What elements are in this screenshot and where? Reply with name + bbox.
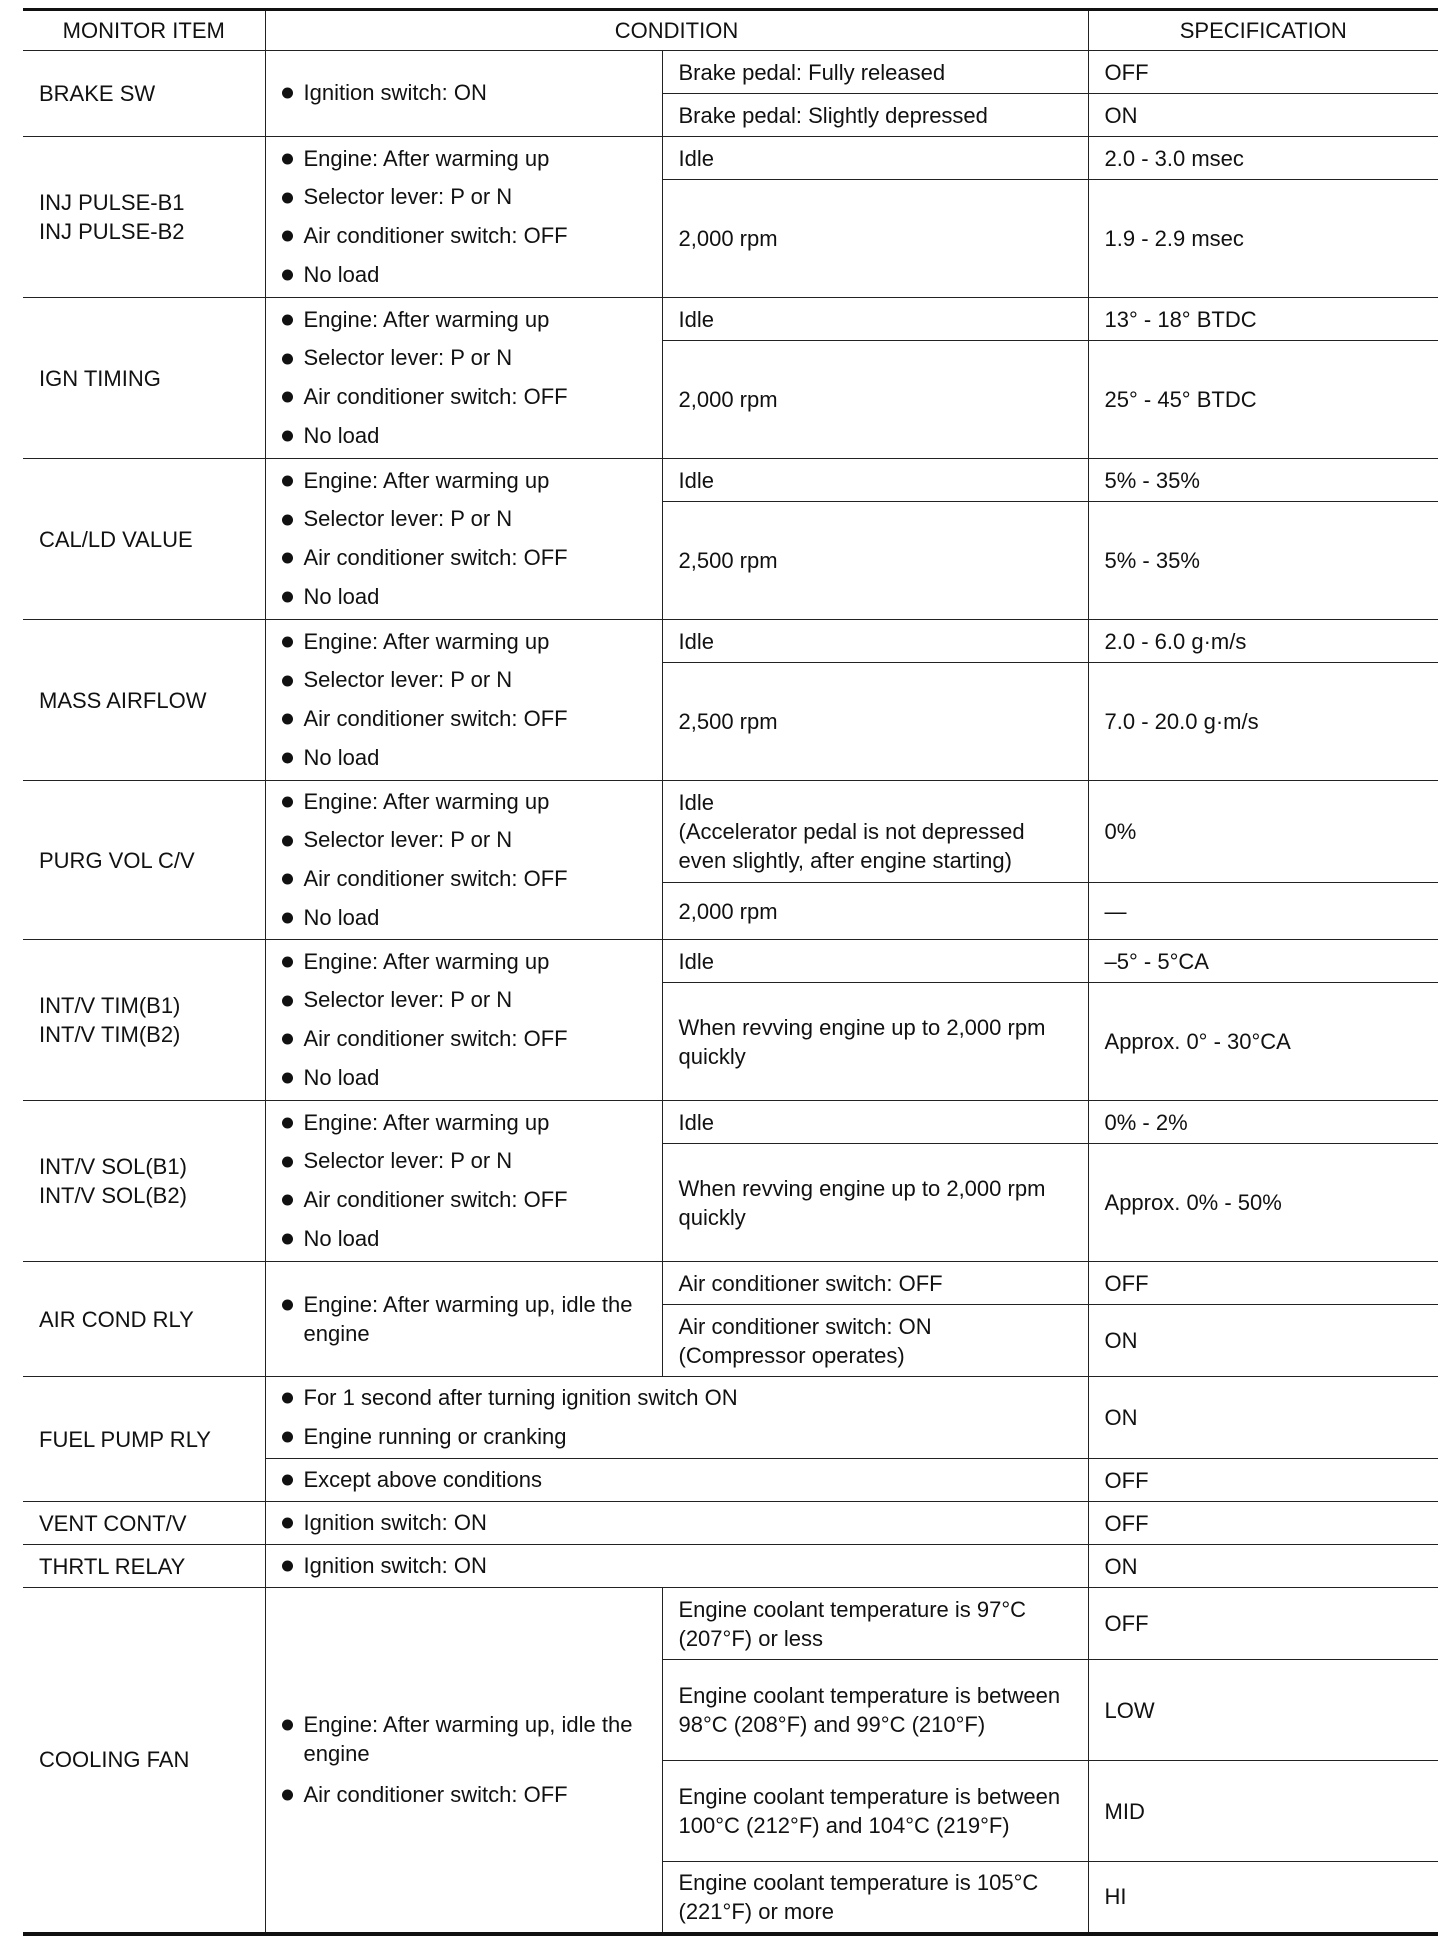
sub-condition-cell: Air conditioner switch: OFF [662,1262,1088,1305]
table-row [23,781,1438,883]
monitor-item-cell: CAL/LD VALUE [23,459,265,620]
condition-bullet: Air conditioner switch: OFF [282,378,646,417]
sub-condition-cell: 2,000 rpm [662,180,1088,298]
condition-bullet: Engine: After warming up [282,301,646,340]
condition-bullet: Air conditioner switch: OFF [282,700,646,739]
table-row [23,1262,1438,1305]
sub-condition-cell: Idle [662,459,1088,502]
condition-bullet: Selector lever: P or N [282,821,646,860]
sub-condition-cell: When revving engine up to 2,000 rpm quickly [662,983,1088,1101]
specification-cell: 5% - 35% [1088,502,1438,620]
specification-cell: 2.0 - 6.0 g·m/s [1088,620,1438,663]
condition-cell [265,620,662,781]
condition-bullet: Engine: After warming up, idle the engine [282,1290,646,1348]
condition-bullet: No load [282,1059,646,1098]
specification-cell: OFF [1088,1588,1438,1660]
specification-cell: 13° - 18° BTDC [1088,298,1438,341]
monitor-item-line: INJ PULSE-B2 [39,219,185,244]
specification-cell: 25° - 45° BTDC [1088,341,1438,459]
header-specification: SPECIFICATION [1088,10,1438,51]
condition-bullet: Engine: After warming up [282,140,646,179]
table-row [23,1377,1438,1459]
sub-condition-cell: Brake pedal: Slightly depressed [662,94,1088,137]
condition-bullet: Selector lever: P or N [282,178,646,217]
header-monitor-item: MONITOR ITEM [23,10,265,51]
condition-bullet: No load [282,899,646,938]
monitor-item-cell [23,940,265,1101]
sub-condition-cell: Engine coolant temperature is between 100°C (212°F) and 104°C (219°F) [662,1761,1088,1862]
condition-bullet: Air conditioner switch: OFF [282,539,646,578]
condition-bullet: Selector lever: P or N [282,981,646,1020]
monitor-item-cell: VENT CONT/V [23,1502,265,1545]
monitor-item-cell [23,1101,265,1262]
specification-cell: 1.9 - 2.9 msec [1088,180,1438,298]
condition-bullet: Air conditioner switch: OFF [282,1020,646,1059]
condition-bullet: Air conditioner switch: OFF [282,217,646,256]
condition-bullet: Selector lever: P or N [282,500,646,539]
condition-bullet: Engine: After warming up [282,462,646,501]
spec-table-wrapper [23,8,1438,1936]
specification-cell: Approx. 0% - 50% [1088,1144,1438,1262]
condition-cell [265,137,662,298]
sub-condition-cell: Idle [662,940,1088,983]
condition-cell [265,1377,1088,1459]
monitor-spec-table [23,8,1438,1936]
condition-cell [265,298,662,459]
sub-condition-line: Idle [678,790,714,815]
condition-bullet: No load [282,739,646,778]
table-row [23,1101,1438,1144]
specification-cell: 2.0 - 3.0 msec [1088,137,1438,180]
condition-bullet: Air conditioner switch: OFF [282,1780,646,1809]
monitor-item-cell: COOLING FAN [23,1588,265,1934]
condition-bullet: Engine: After warming up [282,943,646,982]
specification-cell: ON [1088,94,1438,137]
condition-bullet: No load [282,1220,646,1259]
sub-condition-line: (Compressor operates) [678,1342,905,1368]
condition-bullet: Ignition switch: ON [282,74,646,113]
condition-bullet: Engine: After warming up [282,1104,646,1143]
sub-condition-cell [662,1305,1088,1377]
condition-bullet: Selector lever: P or N [282,1142,646,1181]
specification-cell: ON [1088,1545,1438,1588]
sub-condition-cell: Engine coolant temperature is 105°C (221°F) or more [662,1862,1088,1934]
condition-bullet: For 1 second after turning ignition switch ON [282,1379,1072,1418]
monitor-item-cell [23,137,265,298]
monitor-item-cell: BRAKE SW [23,51,265,137]
condition-bullet: Selector lever: P or N [282,661,646,700]
specification-cell: MID [1088,1761,1438,1862]
condition-bullet: Air conditioner switch: OFF [282,860,646,899]
condition-cell [265,51,662,137]
condition-bullet: Engine: After warming up [282,623,646,662]
specification-cell: OFF [1088,1459,1438,1502]
sub-condition-line: Air conditioner switch: ON [678,1313,932,1339]
sub-condition-cell: 2,500 rpm [662,502,1088,620]
monitor-item-line: INJ PULSE-B1 [39,190,185,215]
condition-bullet: Selector lever: P or N [282,339,646,378]
header-condition: CONDITION [265,10,1088,51]
table-row [23,298,1438,341]
sub-condition-cell: 2,000 rpm [662,883,1088,940]
specification-cell: OFF [1088,1502,1438,1545]
sub-condition-cell: Engine coolant temperature is 97°C (207°F) or less [662,1588,1088,1660]
condition-cell [265,459,662,620]
condition-cell [265,1101,662,1262]
sub-condition-cell [662,781,1088,883]
specification-cell: 0% [1088,781,1438,883]
monitor-item-cell: FUEL PUMP RLY [23,1377,265,1502]
sub-condition-cell: When revving engine up to 2,000 rpm quickly [662,1144,1088,1262]
table-row [23,1502,1438,1545]
sub-condition-cell: 2,000 rpm [662,341,1088,459]
condition-cell [265,1545,1088,1588]
specification-cell: 5% - 35% [1088,459,1438,502]
monitor-item-cell: PURG VOL C/V [23,781,265,940]
specification-cell: OFF [1088,1262,1438,1305]
monitor-item-line: INT/V TIM(B2) [39,1022,181,1047]
condition-cell [265,1588,662,1934]
specification-cell: Approx. 0° - 30°CA [1088,983,1438,1101]
condition-bullet: Engine running or cranking [282,1418,1072,1457]
table-row [23,51,1438,94]
condition-cell [265,781,662,940]
condition-bullet: Engine: After warming up [282,783,646,822]
monitor-item-cell: AIR COND RLY [23,1262,265,1377]
condition-bullet: Ignition switch: ON [282,1547,1072,1586]
monitor-item-line: INT/V SOL(B2) [39,1183,187,1208]
monitor-item-line: INT/V SOL(B1) [39,1154,187,1179]
table-row [23,459,1438,502]
condition-cell [265,1262,662,1377]
monitor-item-cell: IGN TIMING [23,298,265,459]
sub-condition-cell: Idle [662,298,1088,341]
table-row [23,137,1438,180]
sub-condition-cell: Idle [662,137,1088,180]
table-row [23,1545,1438,1588]
sub-condition-cell: 2,500 rpm [662,663,1088,781]
specification-cell: — [1088,883,1438,940]
condition-bullet: Ignition switch: ON [282,1504,1072,1543]
specification-cell: ON [1088,1305,1438,1377]
condition-bullet: No load [282,256,646,295]
condition-cell [265,1459,1088,1502]
condition-bullet: No load [282,578,646,617]
sub-condition-cell: Idle [662,620,1088,663]
specification-cell: 7.0 - 20.0 g·m/s [1088,663,1438,781]
condition-bullet: Except above conditions [282,1461,1072,1500]
table-header-row [23,10,1438,51]
table-row [23,1588,1438,1660]
condition-bullet: Engine: After warming up, idle the engine [282,1710,646,1768]
specification-cell: HI [1088,1862,1438,1934]
sub-condition-cell: Brake pedal: Fully released [662,51,1088,94]
condition-cell [265,940,662,1101]
sub-condition-line: (Accelerator pedal is not depressed even slightly, after engine starting) [678,819,1025,873]
specification-cell: OFF [1088,51,1438,94]
condition-cell [265,1502,1088,1545]
specification-cell: ON [1088,1377,1438,1459]
table-row [23,620,1438,663]
specification-cell: LOW [1088,1660,1438,1761]
specification-cell: –5° - 5°CA [1088,940,1438,983]
table-row [23,940,1438,983]
sub-condition-cell: Engine coolant temperature is between 98°C (208°F) and 99°C (210°F) [662,1660,1088,1761]
monitor-item-cell: THRTL RELAY [23,1545,265,1588]
monitor-item-line: INT/V TIM(B1) [39,993,181,1018]
specification-cell: 0% - 2% [1088,1101,1438,1144]
monitor-item-cell: MASS AIRFLOW [23,620,265,781]
condition-bullet: No load [282,417,646,456]
sub-condition-cell: Idle [662,1101,1088,1144]
condition-bullet: Air conditioner switch: OFF [282,1181,646,1220]
